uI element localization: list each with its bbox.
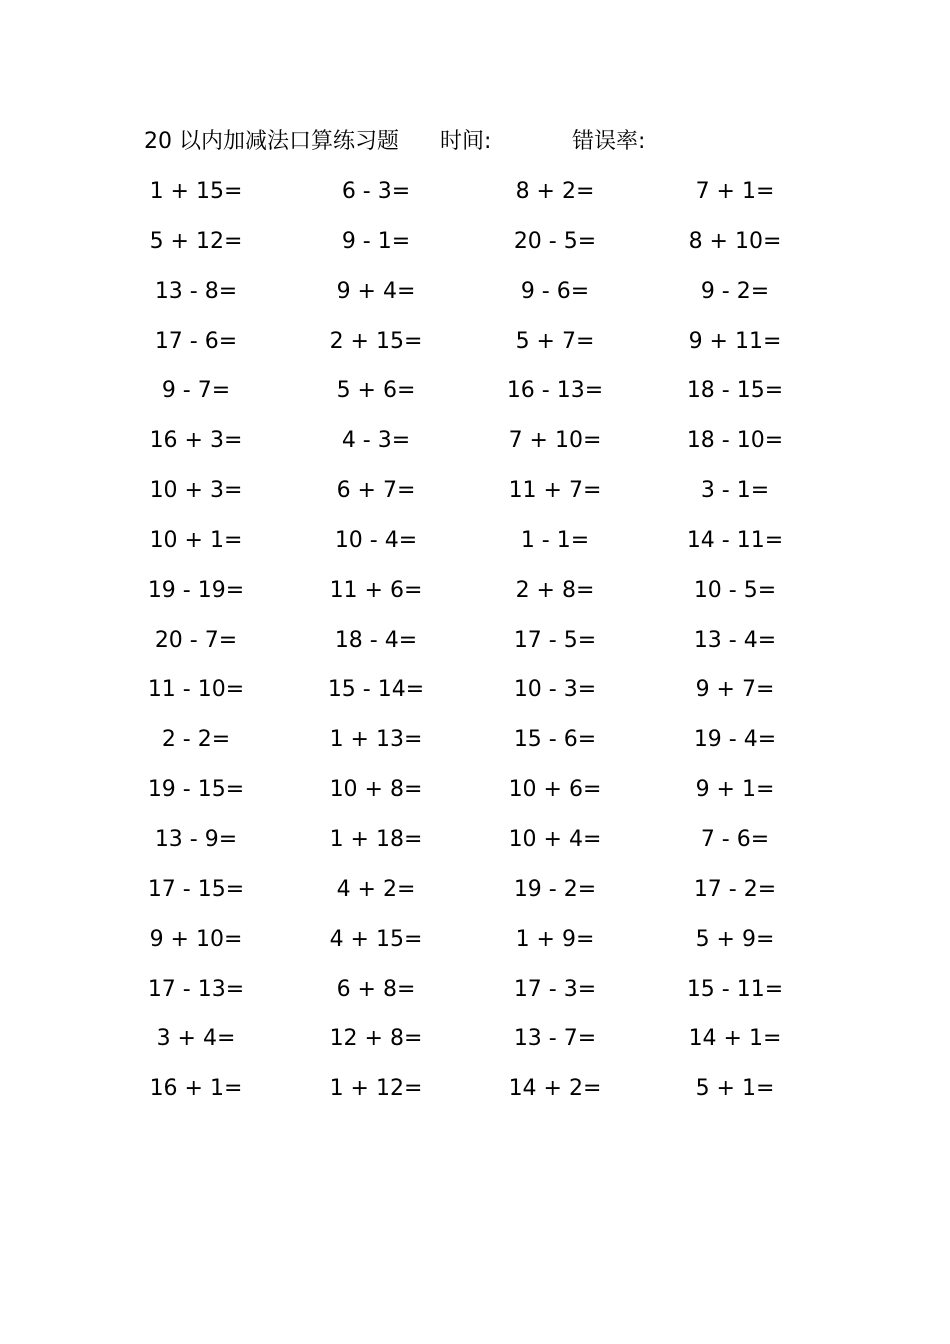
problem-item: 2 - 2= (161, 727, 231, 753)
problem-item: 2 + 8= (515, 577, 595, 603)
problem-item: 5 + 6= (336, 378, 416, 404)
problem-item: 4 + 2= (336, 876, 416, 902)
problem-row (136, 1069, 816, 1119)
problem-item: 13 - 7= (513, 1026, 597, 1052)
problem-item: 9 + 10= (149, 926, 243, 952)
problem-item: 17 - 6= (154, 328, 238, 354)
problem-row (136, 322, 816, 372)
problem-item: 1 - 1= (520, 527, 590, 553)
problem-item: 15 - 11= (686, 976, 784, 1002)
problem-item: 17 - 3= (513, 976, 597, 1002)
problem-item: 10 - 5= (693, 577, 777, 603)
problem-item: 5 + 7= (515, 328, 595, 354)
problem-item: 18 - 10= (686, 428, 784, 454)
problem-row (136, 770, 816, 820)
problem-row (136, 421, 816, 471)
problem-item: 13 - 8= (154, 278, 238, 304)
problem-row (136, 870, 816, 920)
problem-item: 5 + 1= (695, 1076, 775, 1102)
problem-item: 3 - 1= (700, 478, 770, 504)
problem-item: 16 + 1= (149, 1076, 243, 1102)
problem-item: 18 - 4= (334, 627, 418, 653)
problem-item: 19 - 4= (693, 727, 777, 753)
problem-row (136, 371, 816, 421)
problem-item: 1 + 13= (329, 727, 423, 753)
problem-item: 9 - 6= (520, 278, 590, 304)
worksheet-title: 20 以内加减法口算练习题 (144, 129, 399, 154)
problem-item: 11 + 6= (329, 577, 423, 603)
problem-item: 9 + 7= (695, 677, 775, 703)
problem-item: 8 + 10= (688, 228, 782, 254)
problem-item: 3 + 4= (156, 1026, 236, 1052)
problem-item: 5 + 9= (695, 926, 775, 952)
problem-item: 4 - 3= (341, 428, 411, 454)
problem-item: 1 + 12= (329, 1076, 423, 1102)
problem-row (136, 720, 816, 770)
problem-row (136, 920, 816, 970)
problem-item: 18 - 15= (686, 378, 784, 404)
problem-item: 9 - 7= (161, 378, 231, 404)
problem-row (136, 621, 816, 671)
problem-item: 4 + 15= (329, 926, 423, 952)
problem-item: 19 - 15= (147, 777, 245, 803)
problem-item: 11 + 7= (508, 478, 602, 504)
problem-item: 14 + 2= (508, 1076, 602, 1102)
problem-row (136, 521, 816, 571)
problem-item: 8 + 2= (515, 179, 595, 204)
time-label: 时间: (440, 129, 492, 154)
problem-row (136, 1019, 816, 1069)
problem-item: 16 + 3= (149, 428, 243, 454)
problem-item: 13 - 9= (154, 826, 238, 852)
problem-item: 10 + 1= (149, 527, 243, 553)
problem-item: 17 - 5= (513, 627, 597, 653)
problem-item: 10 + 6= (508, 777, 602, 803)
problem-item: 15 - 14= (327, 677, 425, 703)
problem-item: 6 - 3= (341, 179, 411, 204)
problem-row (136, 820, 816, 870)
problem-item: 1 + 9= (515, 926, 595, 952)
problem-item: 16 - 13= (506, 378, 604, 404)
problem-item: 9 + 4= (336, 278, 416, 304)
problem-item: 20 - 5= (513, 228, 597, 254)
problem-row (136, 172, 816, 222)
problem-item: 5 + 12= (149, 228, 243, 254)
problem-item: 14 - 11= (686, 527, 784, 553)
problem-item: 15 - 6= (513, 727, 597, 753)
problem-row (136, 670, 816, 720)
problem-item: 17 - 13= (147, 976, 245, 1002)
problem-item: 1 + 15= (149, 179, 243, 204)
problem-row (136, 970, 816, 1020)
problem-item: 7 + 1= (695, 179, 775, 204)
worksheet-header (144, 126, 844, 158)
problem-item: 10 + 4= (508, 826, 602, 852)
problem-item: 17 - 2= (693, 876, 777, 902)
problem-item: 9 + 11= (688, 328, 782, 354)
problem-item: 19 - 19= (147, 577, 245, 603)
problem-item: 10 + 3= (149, 478, 243, 504)
problem-item: 12 + 8= (329, 1026, 423, 1052)
problem-item: 7 + 10= (508, 428, 602, 454)
problem-grid (136, 172, 816, 1119)
problem-item: 13 - 4= (693, 627, 777, 653)
problem-item: 9 + 1= (695, 777, 775, 803)
problem-item: 20 - 7= (154, 627, 238, 653)
problem-item: 6 + 7= (336, 478, 416, 504)
problem-row (136, 471, 816, 521)
problem-row (136, 222, 816, 272)
problem-item: 6 + 8= (336, 976, 416, 1002)
problem-item: 11 - 10= (147, 677, 245, 703)
problem-row (136, 571, 816, 621)
problem-item: 10 - 4= (334, 527, 418, 553)
problem-item: 2 + 15= (329, 328, 423, 354)
problem-item: 9 - 1= (341, 228, 411, 254)
problem-item: 7 - 6= (700, 826, 770, 852)
error-rate-label: 错误率: (572, 129, 646, 154)
problem-row (136, 272, 816, 322)
problem-item: 19 - 2= (513, 876, 597, 902)
problem-item: 9 - 2= (700, 278, 770, 304)
problem-item: 17 - 15= (147, 876, 245, 902)
problem-item: 1 + 18= (329, 826, 423, 852)
problem-item: 10 + 8= (329, 777, 423, 803)
problem-item: 10 - 3= (513, 677, 597, 703)
problem-item: 14 + 1= (688, 1026, 782, 1052)
